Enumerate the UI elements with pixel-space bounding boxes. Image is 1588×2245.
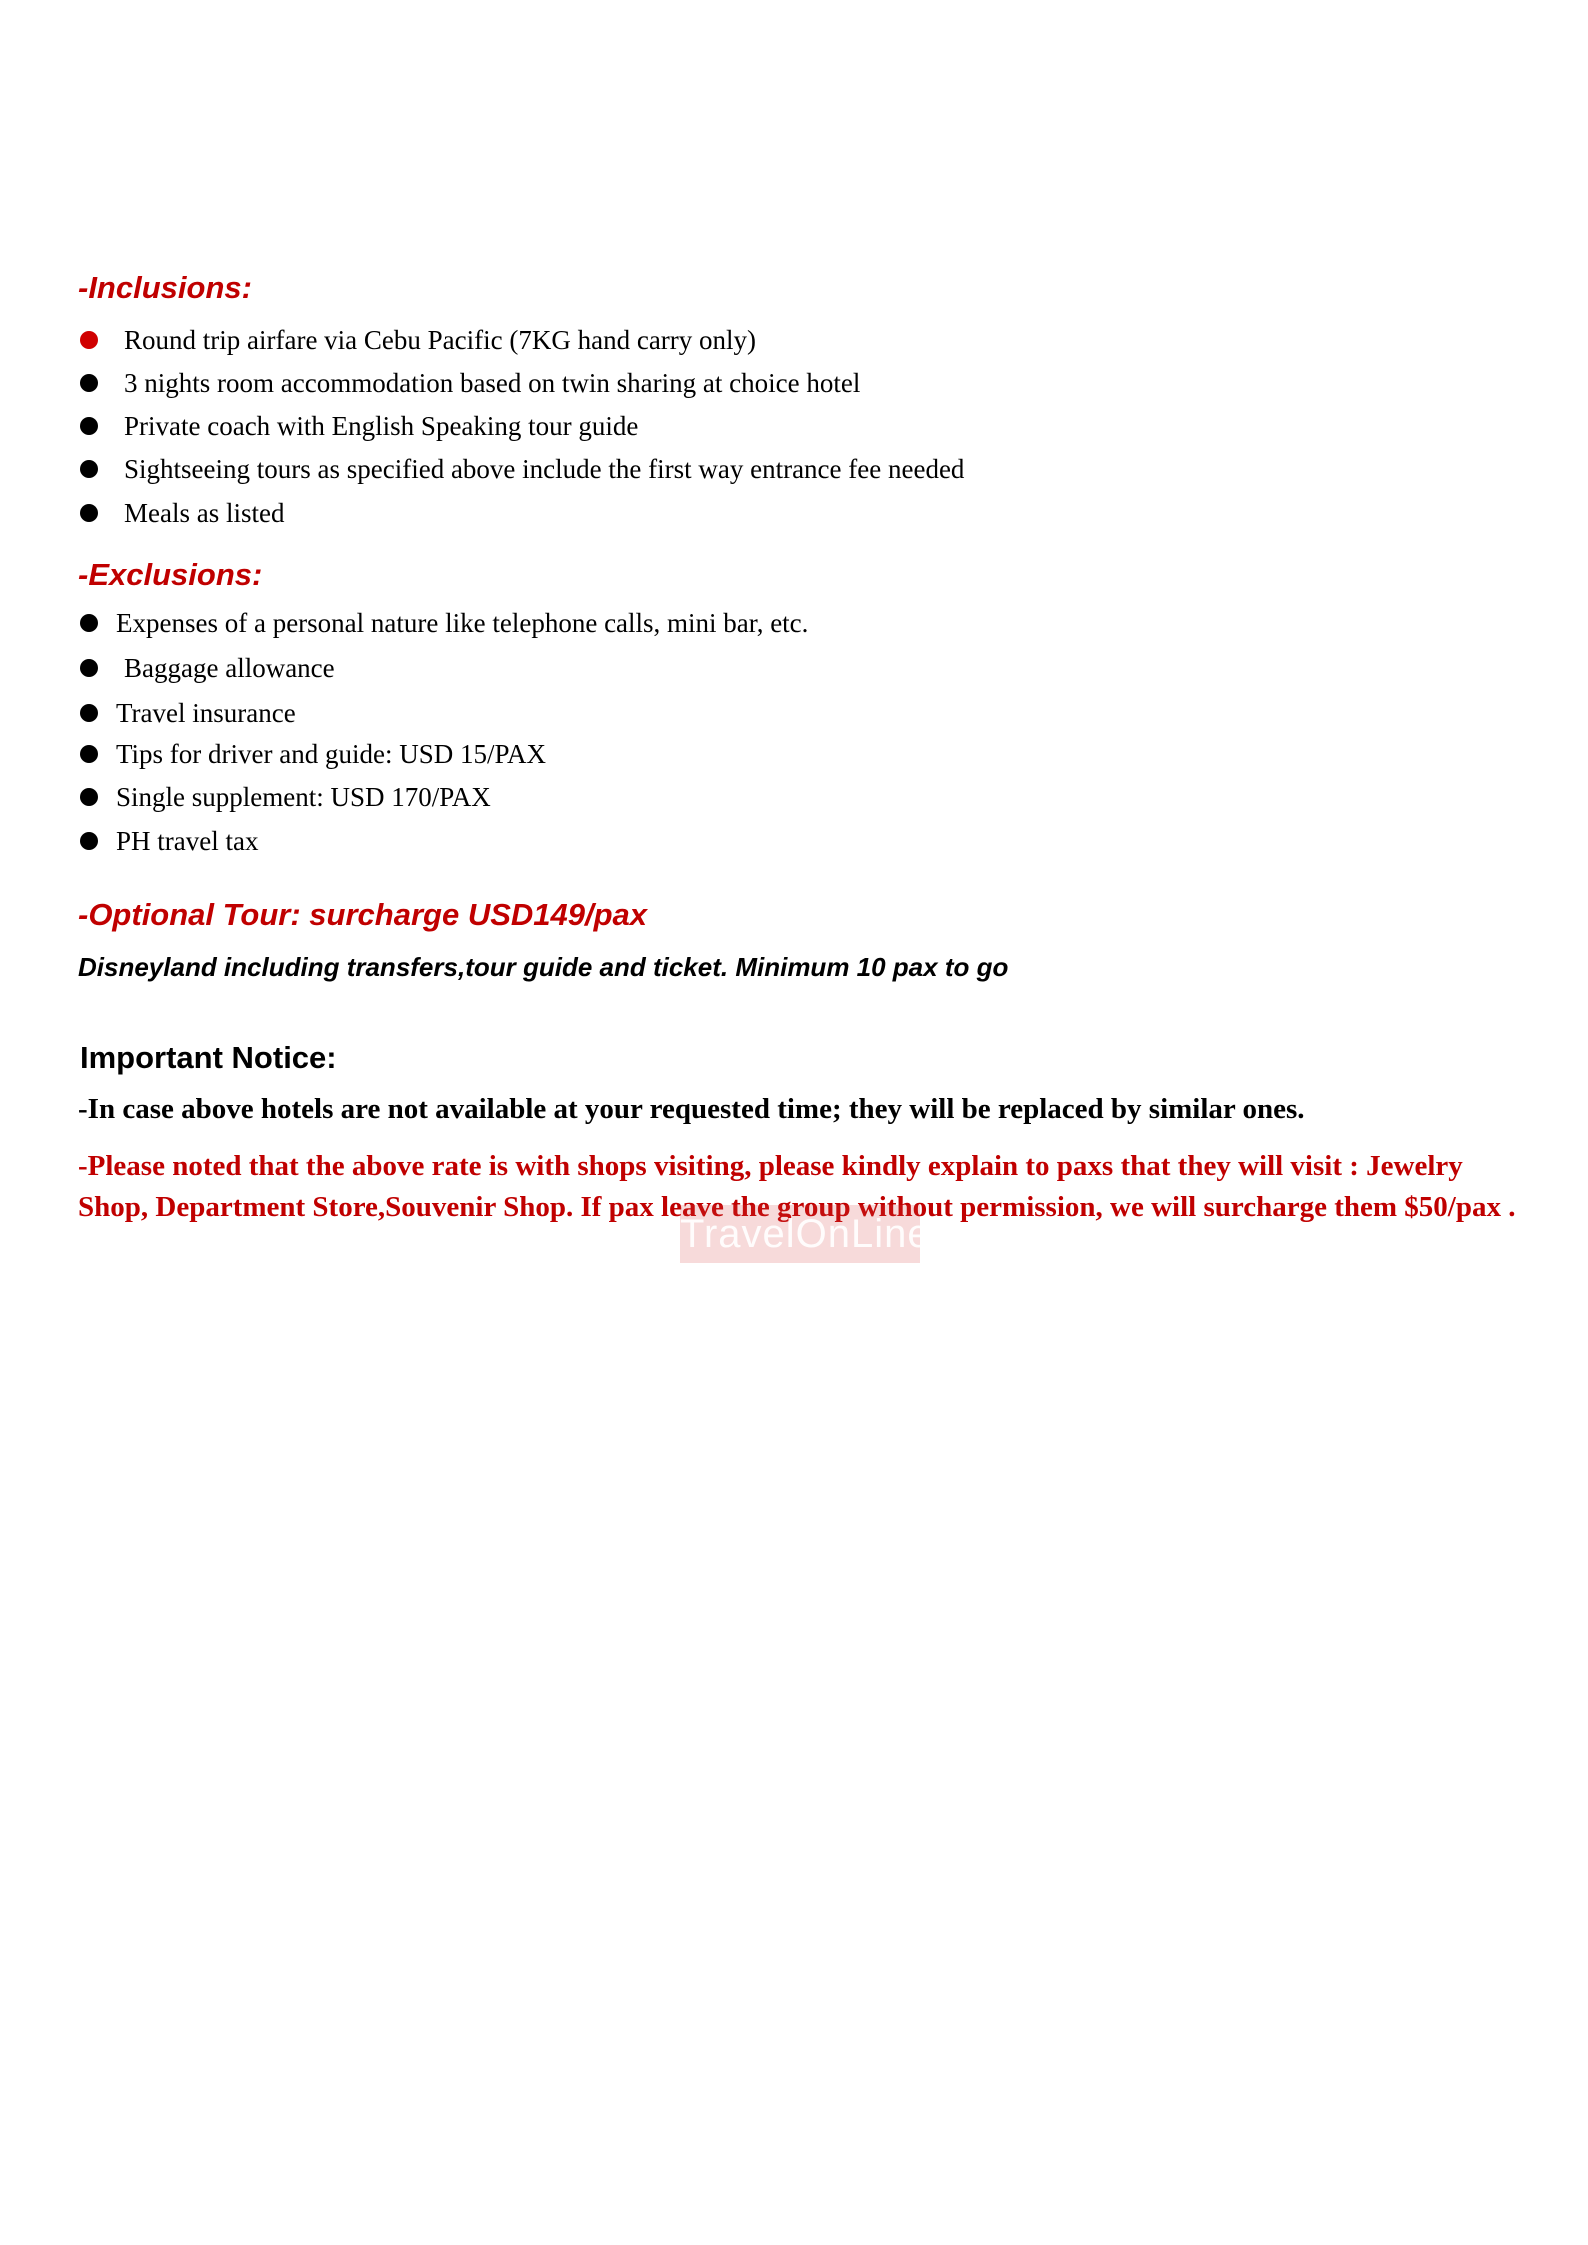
notice-hotel-replacement: -In case above hotels are not available at your requested time; they will be replaced by similar ones. <box>78 1093 1305 1125</box>
optional-tour-description: Disneyland including transfers,tour guide and ticket. Minimum 10 pax to go <box>78 952 1009 982</box>
important-notice-title: Important Notice: <box>80 1040 337 1075</box>
inclusion-text: 3 nights room accommodation based on twin sharing at choice hotel <box>124 368 861 398</box>
notice-shop-visiting: -Please noted that the above rate is with shops visiting, please kindly explain to paxs that they will visit : Jewelry Shop, Department Store,Souvenir Shop. If pax leave the group without permission, we will surcharge them $50/pax . <box>78 1150 1516 1223</box>
inclusion-text: Meals as listed <box>124 498 285 528</box>
optional-tour-heading: -Optional Tour: surcharge USD149/pax <box>78 897 648 932</box>
bullet-icon <box>80 614 98 632</box>
inclusion-text: Sightseeing tours as specified above include the first way entrance fee needed <box>124 454 965 484</box>
exclusion-text: Single supplement: USD 170/PAX <box>116 782 491 812</box>
bullet-icon <box>80 832 98 850</box>
watermark-logo: TravelOnLine <box>680 1205 920 1263</box>
bullet-icon <box>80 417 98 435</box>
exclusion-text: Baggage allowance <box>124 653 335 683</box>
exclusion-text: Tips for driver and guide: USD 15/PAX <box>116 739 547 769</box>
bullet-icon <box>80 504 98 522</box>
exclusions-heading: -Exclusions: <box>78 557 263 592</box>
bullet-icon <box>80 331 98 349</box>
bullet-icon <box>80 704 98 722</box>
exclusion-text: Expenses of a personal nature like telephone calls, mini bar, etc. <box>116 608 809 638</box>
bullet-icon <box>80 788 98 806</box>
inclusion-text: Private coach with English Speaking tour guide <box>124 411 639 441</box>
bullet-icon <box>80 745 98 763</box>
bullet-icon <box>80 659 98 677</box>
inclusions-heading: -Inclusions: <box>78 270 252 305</box>
bullet-icon <box>80 374 98 392</box>
inclusion-text: Round trip airfare via Cebu Pacific (7KG hand carry only) <box>124 325 757 355</box>
exclusion-text: PH travel tax <box>116 826 259 856</box>
exclusion-text: Travel insurance <box>116 698 296 728</box>
bullet-icon <box>80 460 98 478</box>
